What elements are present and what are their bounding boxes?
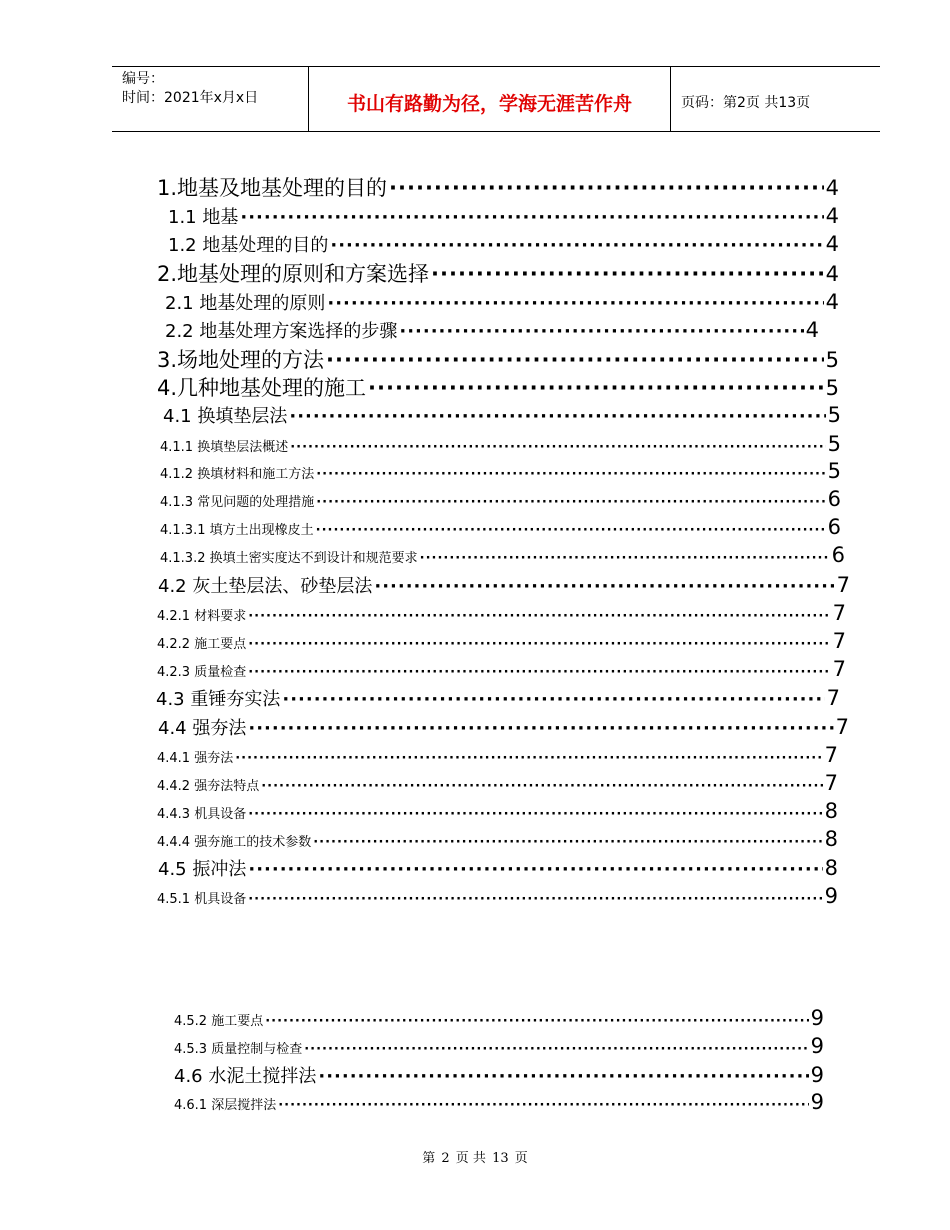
toc-entry[interactable] — [160, 459, 841, 483]
toc-entry-title: 4.4.2 强夯法特点 — [157, 779, 260, 794]
header-meta — [112, 67, 309, 131]
toc-entry-page: 8 — [824, 856, 838, 880]
toc-leader — [289, 406, 825, 427]
toc-leader — [290, 440, 825, 455]
toc-entry-page: 9 — [824, 884, 838, 908]
toc-entry[interactable] — [174, 1090, 824, 1114]
footer-total-pages: 13 — [492, 1151, 509, 1166]
toc-entry-title: 4.5.3 质量控制与检查 — [174, 1042, 303, 1057]
toc-leader — [248, 892, 822, 907]
toc-entry[interactable] — [157, 344, 839, 374]
toc-leader — [248, 807, 822, 822]
footer-prefix: 第 — [422, 1151, 436, 1166]
toc-entry-title: 4.1.2 换填材料和施工方法 — [160, 467, 315, 482]
toc-entry-page: 7 — [832, 657, 846, 681]
toc-entry-title: 4.3 重锤夯实法 — [156, 689, 281, 710]
toc-entry-page: 9 — [810, 1034, 824, 1058]
toc-entry-title: 4.5.1 机具设备 — [157, 892, 247, 907]
footer-suffix: 页 — [514, 1151, 528, 1166]
toc-entry-page: 7 — [832, 601, 846, 625]
toc-leader — [399, 321, 803, 342]
toc-entry[interactable] — [174, 1062, 824, 1088]
toc-entry-title: 4.6 水泥土搅拌法 — [174, 1066, 317, 1087]
toc-entry-title: 4.4.3 机具设备 — [157, 807, 247, 822]
toc-entry-title: 2.2 地基处理方案选择的步骤 — [165, 321, 398, 342]
toc-entry-page: 5 — [825, 348, 839, 372]
toc-entry-page: 4 — [825, 262, 839, 286]
toc-entry-page: 8 — [824, 827, 838, 851]
toc-entry[interactable] — [165, 317, 819, 343]
toc-leader — [368, 376, 824, 400]
footer-current-page: 2 — [441, 1151, 450, 1166]
toc-entry[interactable] — [160, 543, 845, 567]
toc-entry-title: 4.6.1 深层搅拌法 — [174, 1098, 277, 1113]
toc-entry-page: 4 — [825, 290, 839, 314]
toc-leader — [389, 176, 824, 200]
toc-entry-page: 6 — [827, 515, 841, 539]
toc-leader — [261, 779, 822, 794]
toc-entry-title: 4.4 强夯法 — [158, 718, 247, 739]
toc-entry-page: 7 — [832, 629, 846, 653]
toc-leader — [248, 718, 833, 739]
toc-entry-title: 4.5.2 施工要点 — [174, 1014, 264, 1029]
toc-entry[interactable] — [174, 1006, 824, 1030]
toc-leader — [235, 751, 822, 766]
toc-leader — [265, 1014, 808, 1029]
toc-entry-title: 4.5 振冲法 — [158, 859, 247, 880]
toc-entry-title: 4.4.1 强夯法 — [157, 751, 234, 766]
toc-leader — [330, 235, 823, 256]
toc-entry-title: 3.场地处理的方法 — [157, 348, 325, 372]
toc-leader — [240, 207, 823, 228]
toc-entry-page: 5 — [827, 459, 841, 483]
toc-entry-page: 4 — [825, 204, 839, 228]
toc-entry[interactable] — [158, 855, 838, 881]
toc-entry-page: 7 — [824, 771, 838, 795]
toc-entry[interactable] — [160, 432, 841, 456]
toc-entry[interactable] — [157, 629, 846, 653]
toc-entry-title: 4.1 换填垫层法 — [163, 406, 288, 427]
toc-entry-title: 2.1 地基处理的原则 — [165, 293, 326, 314]
toc-entry[interactable] — [163, 402, 841, 428]
toc-leader — [278, 1098, 808, 1113]
toc-leader — [431, 262, 824, 286]
toc-entry-title: 4.1.3 常见问题的处理措施 — [160, 495, 315, 510]
toc-leader — [327, 293, 823, 314]
page-header — [112, 66, 880, 132]
toc-entry-page: 9 — [810, 1063, 824, 1087]
toc-entry[interactable] — [157, 172, 839, 202]
toc-entry[interactable] — [157, 771, 838, 795]
toc-entry-page: 5 — [827, 403, 841, 427]
toc-entry-page: 4 — [825, 232, 839, 256]
toc-entry-page: 8 — [824, 799, 838, 823]
toc-entry-page: 6 — [827, 487, 841, 511]
toc-entry-title: 1.1 地基 — [168, 207, 239, 228]
toc-entry-title: 4.2 灰土垫层法、砂垫层法 — [158, 576, 373, 597]
toc-entry-title: 4.2.3 质量检查 — [157, 665, 247, 680]
toc-leader — [313, 835, 822, 850]
header-motto: 书山有路勤为径，学海无涯苦作舟 — [309, 67, 671, 131]
toc-entry-title: 4.1.1 换填垫层法概述 — [160, 440, 289, 455]
time-label: 时间：2021年x月x日 — [122, 90, 259, 106]
toc-leader — [420, 551, 830, 566]
toc-entry[interactable] — [157, 799, 838, 823]
toc-entry-title: 2.地基处理的原则和方案选择 — [157, 262, 430, 286]
toc-entry[interactable] — [156, 685, 840, 711]
toc-entry[interactable] — [157, 884, 838, 908]
toc-leader — [248, 859, 822, 880]
toc-entry[interactable] — [165, 289, 839, 315]
toc-leader — [374, 576, 834, 597]
toc-entry[interactable] — [157, 601, 846, 625]
toc-entry-title: 4.2.1 材料要求 — [157, 609, 247, 624]
toc-entry[interactable] — [157, 372, 839, 402]
toc-leader — [248, 665, 830, 680]
toc-entry-page: 4 — [805, 318, 819, 342]
toc-entry[interactable] — [158, 714, 849, 740]
header-page-info: 页码：第2页 共13页 — [681, 95, 811, 111]
toc-leader — [282, 689, 824, 710]
toc-entry[interactable] — [157, 827, 838, 851]
toc-entry-title: 4.几种地基处理的施工 — [157, 376, 367, 400]
page-footer — [0, 1147, 950, 1166]
toc-entry-page: 9 — [810, 1006, 824, 1030]
toc-entry-title: 4.1.3.2 换填土密实度达不到设计和规范要求 — [160, 551, 418, 566]
toc-entry-page: 7 — [824, 743, 838, 767]
toc-entry[interactable] — [160, 515, 841, 539]
toc-entry-page: 5 — [825, 376, 839, 400]
toc-entry[interactable] — [157, 258, 839, 288]
toc-entry[interactable] — [158, 572, 850, 598]
toc-leader — [318, 1066, 808, 1087]
toc-entry-title: 1.地基及地基处理的目的 — [157, 176, 388, 200]
toc-leader — [304, 1042, 808, 1057]
toc-leader — [326, 348, 824, 372]
toc-leader — [316, 467, 825, 482]
toc-entry-page: 6 — [831, 543, 845, 567]
toc-entry[interactable] — [168, 231, 839, 257]
toc-leader — [316, 495, 825, 510]
toc-entry[interactable] — [157, 657, 846, 681]
toc-entry-title: 4.1.3.1 填方土出现橡皮土 — [160, 523, 314, 538]
toc-entry[interactable] — [174, 1034, 824, 1058]
toc-entry-page: 9 — [810, 1090, 824, 1114]
toc-leader — [248, 609, 830, 624]
toc-entry[interactable] — [160, 487, 841, 511]
toc-entry-page: 7 — [826, 686, 840, 710]
toc-entry-page: 7 — [835, 715, 849, 739]
toc-entry[interactable] — [157, 743, 838, 767]
toc-entry-title: 4.4.4 强夯施工的技术参数 — [157, 835, 312, 850]
toc-leader — [248, 637, 830, 652]
toc-leader — [316, 523, 826, 538]
serial-label: 编号： — [122, 71, 164, 87]
toc-entry-page: 4 — [825, 176, 839, 200]
toc-entry-page: 5 — [827, 432, 841, 456]
toc-entry-title: 1.2 地基处理的目的 — [168, 235, 329, 256]
toc-entry-title: 4.2.2 施工要点 — [157, 637, 247, 652]
toc-entry-page: 7 — [836, 573, 850, 597]
toc-entry[interactable] — [168, 203, 839, 229]
footer-mid: 页 共 — [455, 1151, 486, 1166]
